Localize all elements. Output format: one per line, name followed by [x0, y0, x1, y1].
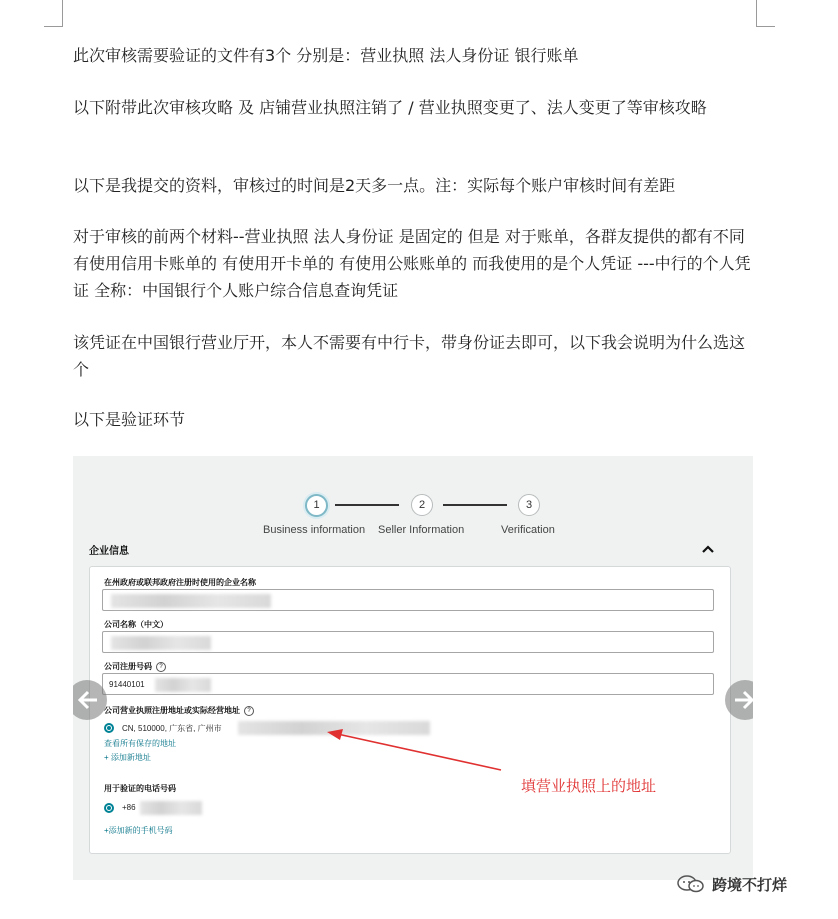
phone-label: 用于验证的电话号码: [104, 784, 176, 793]
crop-mark-left: [44, 0, 63, 27]
paragraph-documents: 此次审核需要验证的文件有3个 分别是：营业执照 法人身份证 银行账单: [73, 46, 579, 65]
step-label-2: Seller Information: [378, 524, 465, 536]
paragraph-verification: 以下是验证环节: [73, 410, 186, 429]
step-label-1: Business information: [263, 524, 366, 536]
step-circle-3: 3: [518, 494, 540, 516]
section-title: 企业信息: [89, 546, 129, 557]
paragraph-submitted: 以下是我提交的资料，审核过的时间是2天多一点。注：实际每个账户审核时间有差距: [73, 176, 676, 195]
paragraph-certificate: 该凭证在中国银行营业厅开，本人不需要有中行卡，带身份证去即可，以下我会说明为什么选这个: [73, 333, 746, 379]
step-circle-1: 1: [305, 494, 328, 517]
address-value: CN, 510000, 广东省, 广州市: [122, 724, 222, 733]
step-circle-2: 2: [411, 494, 433, 516]
registration-number-label: 公司注册号码 ?: [104, 661, 166, 672]
annotation-arrow: [73, 456, 753, 880]
paragraph-materials: 对于审核的前两个材料--营业执照 法人身份证 是固定的 但是 对于账单，各群友提供的都有不同 有使用信用卡账单的 有使用开卡单的 有使用公账账单的 而我使用的是个人凭证 ---中行的个人凭证 全称：中国银行个人账户综合信息查询凭证: [73, 227, 751, 300]
add-new-address-link[interactable]: + 添加新地址: [104, 753, 151, 762]
crop-mark-right: [756, 0, 775, 27]
registration-number-value: 91440101: [109, 680, 145, 689]
address-label: 公司营业执照注册地址或实际经营地址 ?: [104, 705, 254, 716]
wechat-icon: [676, 874, 706, 894]
help-icon[interactable]: ?: [156, 662, 166, 672]
annotation-text: 填营业执照上的地址: [521, 777, 657, 795]
paragraph-guide: 以下附带此次审核攻略 及 店铺营业执照注销了 / 营业执照变更了、法人变更了等审核攻略: [73, 98, 707, 117]
company-name-label: 在州政府或联邦政府注册时使用的企业名称: [104, 578, 256, 587]
step-label-3: Verification: [501, 524, 555, 536]
view-saved-addresses-link[interactable]: 查看所有保存的地址: [104, 739, 176, 748]
watermark-text: 跨境不打烊: [712, 876, 788, 894]
embedded-screenshot: [73, 456, 753, 880]
add-phone-link[interactable]: +添加新的手机号码: [104, 826, 173, 835]
help-icon[interactable]: ?: [244, 706, 254, 716]
company-name-cn-label: 公司名称（中文）: [104, 620, 168, 629]
phone-value: +86: [122, 803, 136, 812]
